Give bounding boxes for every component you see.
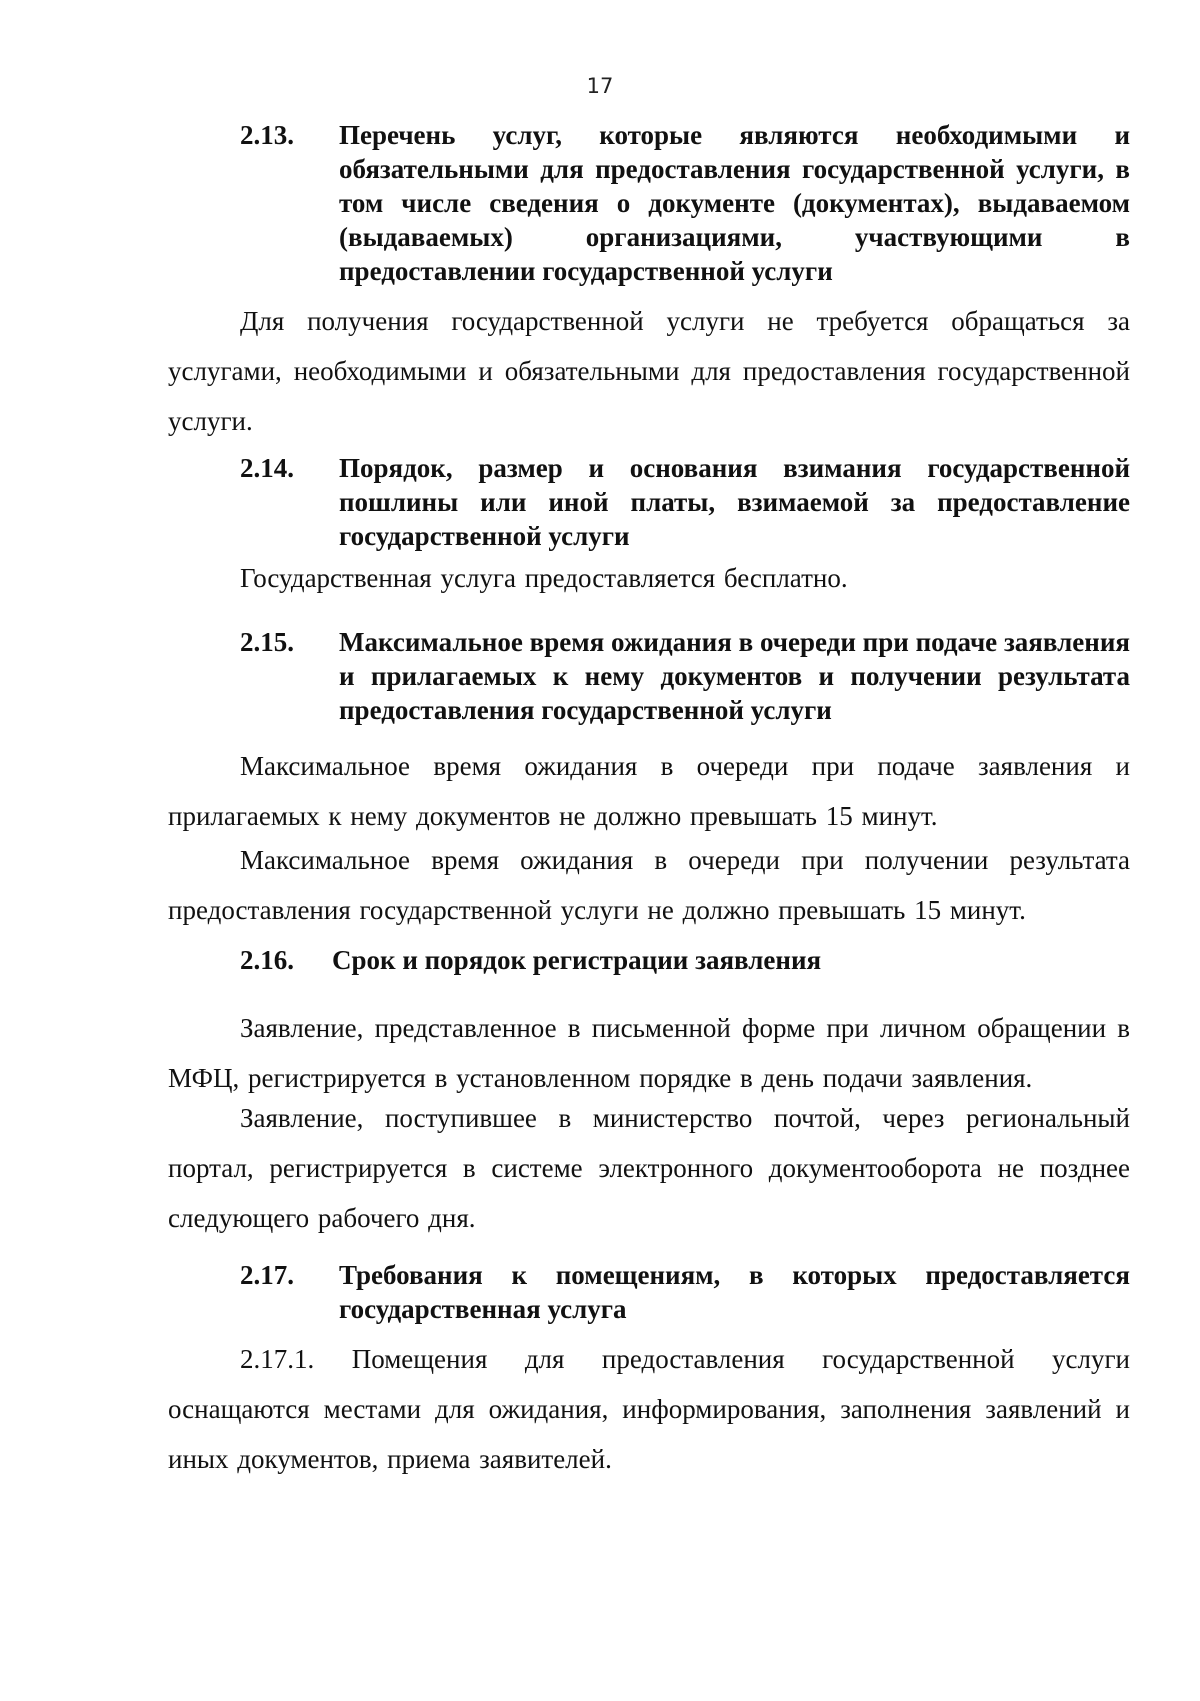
section-heading-2-13 xyxy=(240,118,1130,288)
section-number: 2.16. xyxy=(240,945,294,975)
paragraph: Максимальное время ожидания в очереди при получении результата предоставления государственной услуги не должно превышать 15 минут. xyxy=(168,845,1130,925)
section-title: Перечень услуг, которые являются необходимыми и обязательными для предоставления государственной услуги, в том числе сведения о документе (документах), выдаваемом (выдаваемых) организациями, участвующими в предоставлении государственной услуги xyxy=(339,120,1130,286)
section-heading-2-14 xyxy=(240,451,1130,553)
page-number: 17 xyxy=(586,74,614,98)
section-number: 2.15. xyxy=(240,627,294,657)
section-number: 2.14. xyxy=(240,453,294,483)
section-title: Требования к помещениям, в которых предоставляется государственная услуга xyxy=(339,1260,1130,1324)
paragraph: Заявление, представленное в письменной форме при личном обращении в МФЦ, регистрируется в установленном порядке в день подачи заявления. xyxy=(168,1013,1130,1093)
paragraph: Для получения государственной услуги не требуется обращаться за услугами, необходимыми и обязательными для предоставления государственной услуги. xyxy=(168,306,1130,436)
section-heading-2-17 xyxy=(240,1258,1130,1326)
section-heading-2-15 xyxy=(240,625,1130,727)
section-title: Срок и порядок регистрации заявления xyxy=(332,945,822,975)
section-number: 2.17. xyxy=(240,1260,294,1290)
section-heading-2-16 xyxy=(240,943,1130,977)
section-title: Максимальное время ожидания в очереди при подаче заявления и прилагаемых к нему документов и получении результата предоставления государственной услуги xyxy=(339,627,1130,725)
paragraph: Максимальное время ожидания в очереди при подаче заявления и прилагаемых к нему документов не должно превышать 15 минут. xyxy=(168,751,1130,831)
paragraph: 2.17.1. Помещения для предоставления государственной услуги оснащаются местами для ожидания, информирования, заполнения заявлений и иных документов, приема заявителей. xyxy=(168,1344,1130,1474)
paragraph: Заявление, поступившее в министерство почтой, через региональный портал, регистрируется в системе электронного документооборота не позднее следующего рабочего дня. xyxy=(168,1103,1130,1233)
section-title: Порядок, размер и основания взимания государственной пошлины или иной платы, взимаемой за предоставление государственной услуги xyxy=(339,453,1130,551)
section-number: 2.13. xyxy=(240,120,294,150)
paragraph: Государственная услуга предоставляется бесплатно. xyxy=(240,563,848,593)
